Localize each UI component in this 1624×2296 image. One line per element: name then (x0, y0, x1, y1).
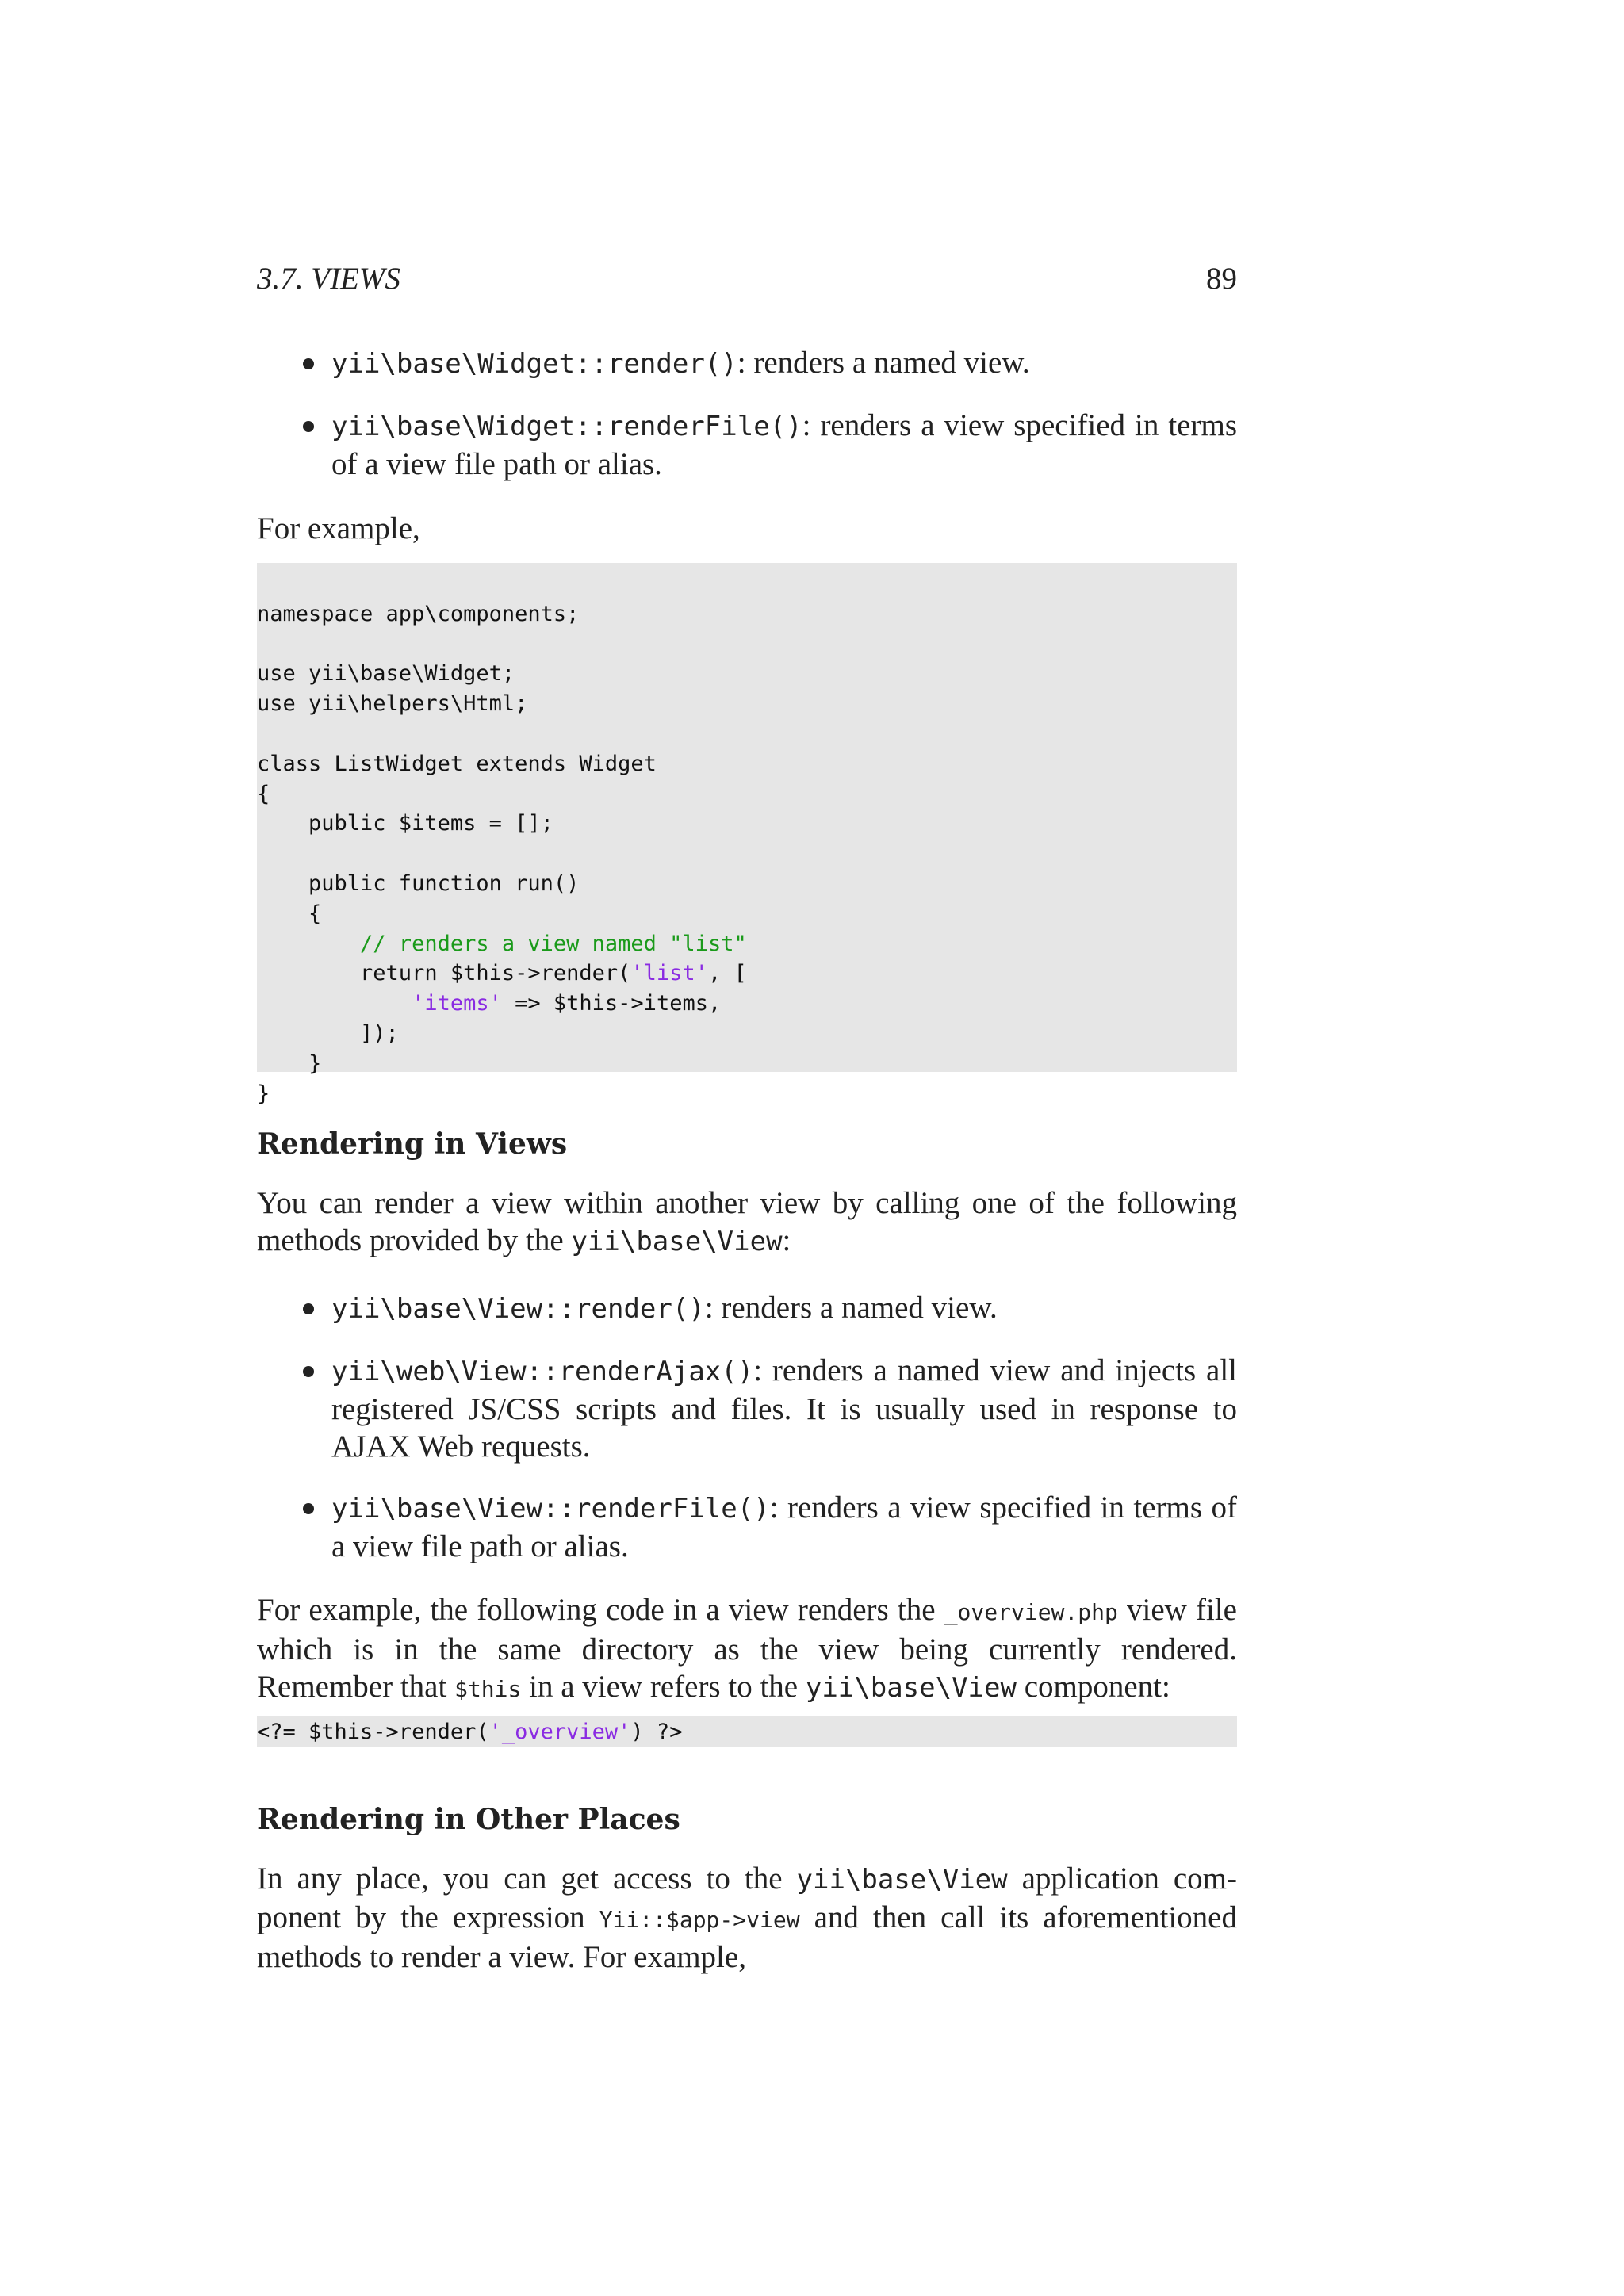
code-text: ) ?> (630, 1720, 683, 1744)
paragraph-text: and then call its aforementioned methods to render a view. For example, (257, 1900, 1237, 1974)
paragraph-text: in a view refers to the (521, 1670, 806, 1704)
method-description: : renders a named view. (737, 346, 1030, 380)
method-name: yii\base\View::renderFile() (331, 1493, 770, 1525)
bullet-icon (303, 1303, 314, 1314)
paragraph-text: application com-ponent by the expression (257, 1862, 1237, 1934)
list-item (257, 407, 1237, 483)
section-heading-other-places: Rendering in Other Places (257, 1803, 680, 1836)
list-item (257, 344, 1237, 383)
paragraph-text: component: (1016, 1670, 1170, 1704)
paragraph-text: For example, the following code in a view renders the (257, 1593, 944, 1627)
code-text: <?= $this->render( (257, 1720, 489, 1744)
code-line: class ListWidget extends Widget (257, 751, 657, 776)
example-paragraph (257, 1591, 1237, 1708)
method-description: : renders a named view. (704, 1291, 998, 1325)
code-comment-line: // renders a view named "list" (257, 931, 747, 956)
code-line: public function run() (257, 871, 580, 896)
other-places-paragraph (257, 1860, 1237, 1976)
class-name: yii\base\View (805, 1672, 1017, 1704)
expression: Yii::$app->view (599, 1907, 800, 1933)
paragraph-text: : (782, 1223, 791, 1257)
code-string: '_overview' (488, 1720, 631, 1744)
code-block-listwidget (257, 563, 1237, 1106)
bullet-icon (303, 358, 314, 369)
code-line: return $this->render('list', [ (257, 961, 747, 986)
code-line: public $items = []; (257, 811, 553, 836)
method-name: yii\base\Widget::renderFile() (331, 411, 802, 442)
method-description: : renders a view specified in terms of a view file path or alias. (331, 408, 1237, 481)
class-name: yii\base\View (796, 1864, 1008, 1896)
for-example-text: For example, (257, 511, 420, 545)
code-line: use yii\base\Widget; (257, 661, 515, 687)
code-line: ]); (257, 1020, 399, 1046)
code-line: namespace app\components; (257, 601, 580, 626)
page-number: 89 (1206, 262, 1237, 296)
list-item (257, 1289, 1237, 1328)
list-item (257, 1352, 1237, 1465)
list-item (257, 1489, 1237, 1565)
variable-name: $this (454, 1676, 522, 1702)
code-line: { (257, 901, 322, 926)
code-block-render-overview (257, 1716, 1237, 1747)
code-line: { (257, 781, 270, 806)
bullet-icon (303, 1366, 314, 1377)
method-description: : renders a view specified in terms of a view file path or alias. (331, 1490, 1237, 1563)
widget-method-list (257, 344, 1237, 507)
running-header (257, 260, 1237, 300)
paragraph-text: view file which is in the same directory as the view being currently rendered. Remember that (257, 1593, 1237, 1704)
paragraph-text: You can render a view within another view by calling one of the following methods provided by the (257, 1186, 1237, 1257)
method-description: : renders a named view and injects all registered JS/CSS scripts and files. It is usually used in response to AJAX Web requests. (331, 1353, 1237, 1464)
method-name: yii\base\View::render() (331, 1293, 705, 1325)
class-name: yii\base\View (571, 1226, 783, 1257)
section-heading-views: Rendering in Views (257, 1127, 568, 1161)
code-line: 'items' => $this->items, (412, 991, 722, 1016)
code-line: } (257, 1081, 270, 1106)
bullet-icon (303, 1503, 314, 1514)
section-title: 3.7. VIEWS (257, 262, 400, 296)
views-intro-paragraph (257, 1184, 1237, 1261)
view-method-list (257, 1289, 1237, 1589)
paragraph-text: In any place, you can get access to the (257, 1862, 797, 1896)
code-line: use yii\helpers\Html; (257, 691, 528, 717)
document-page (257, 0, 1237, 2296)
method-name: yii\web\View::renderAjax() (331, 1356, 754, 1387)
method-name: yii\base\Widget::render() (331, 348, 737, 380)
code-line: } (257, 1050, 322, 1076)
file-name: _overview.php (944, 1599, 1118, 1625)
bullet-icon (303, 421, 314, 432)
